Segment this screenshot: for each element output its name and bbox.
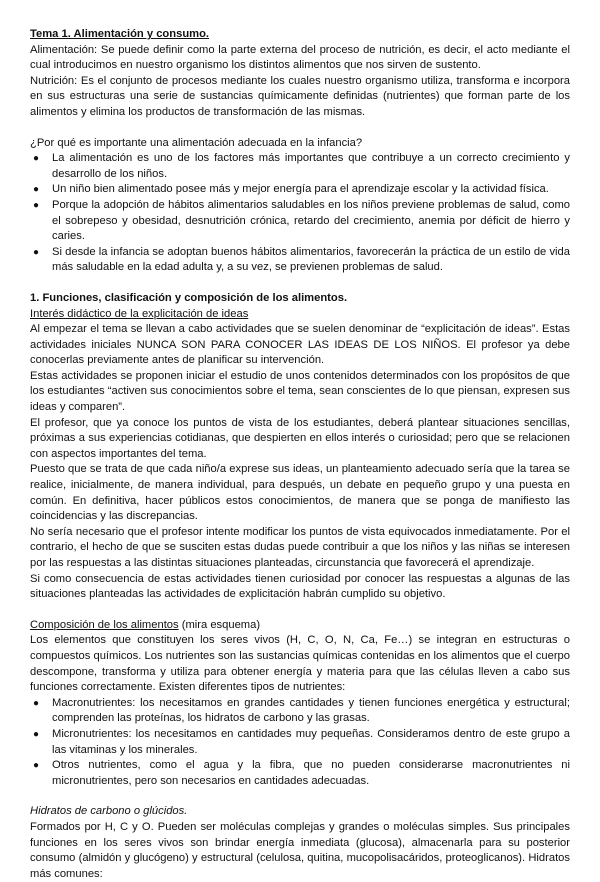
importance-list: [30, 151, 570, 276]
paragraph: Estas actividades se proponen iniciar el estudio de unos contenidos determinados con los propósitos de que los estudiantes “activen sus conocimientos sobre el tema, sean conscientes de lo que piensan, expresen sus ideas y comparen”.: [30, 369, 570, 414]
carbs-text: Formados por H, C y O. Pueden ser moléculas complejas y grandes o moléculas simples. Sus principales funciones en los seres vivos son brindar energía inmediata (glucosa), almacenarla para su posterior consumo (almidón y glucógeno) y estructural (celulosa, quitina, mucopolisacáridos, proteoglicanos). Hidratos más comunes:: [30, 820, 570, 880]
composition-subtitle: Composición de los alimentos: [30, 618, 179, 631]
list-item: ● Porque la adopción de hábitos alimentarios saludables en los niños previene problemas de salud, como el sobrepeso y obesidad, desnutrición crónica, retardo del crecimiento, anemia por déficit de hierro y caries.: [33, 198, 570, 243]
list-item: ● Un niño bien alimentado posee más y mejor energía para el aprendizaje escolar y la actividad física.: [52, 182, 570, 198]
list-item: ● Micronutrientes: los necesitamos en cantidades muy pequeñas. Consideramos dentro de este grupo a las vitaminas y los minerales.: [33, 727, 570, 756]
section-subtitle: Interés didáctico de la explicitación de ideas: [30, 307, 249, 320]
composition-heading: [30, 618, 570, 634]
list-item: ● Macronutrientes: los necesitamos en grandes cantidades y tienen funciones energética y estructural; comprenden las proteínas, los hidratos de carbono y las grasas.: [33, 696, 570, 725]
list-item: ● Si desde la infancia se adoptan buenos hábitos alimentarios, favorecerán la práctica de un estilo de vida más saludable en la edad adulta y, a su vez, se previenen problemas de salud.: [33, 245, 570, 274]
paragraph: Si como consecuencia de estas actividades tienen curiosidad por conocer las respuestas a algunas de las situaciones planteadas las actividades de explicitación habrán cumplido su objetivo.: [30, 572, 570, 601]
paragraph: Al empezar el tema se llevan a cabo actividades que se suelen denominar de “explicitación de ideas”. Estas actividades iniciales NUNCA SON PARA CONOCER LAS IDEAS DE LOS NIÑOS. El profesor ya debe conocerlas previamente antes de planificar su intervención.: [30, 323, 570, 367]
bullet-icon: ●: [33, 760, 40, 772]
paragraph: Puesto que se trata de que cada niño/a exprese sus ideas, un planteamiento adecuado sería que la tarea se realice, inicialmente, de manera individual, para después, un debate en pequeño grupo y una puesta en común. En definitiva, hacer públicos estos conocimientos, de manera que se ponga de manifiesto las coincidencias y las discrepancias.: [30, 463, 570, 523]
bullet-icon: ●: [33, 246, 40, 258]
bullet-icon: ●: [33, 728, 40, 740]
paragraph: No sería necesario que el profesor intente modificar los puntos de vista equivocados inmediatamente. Por el contrario, el hecho de que se susciten estas dudas puede contribuir a que los niños y las niñas se interesen por las respuestas a las distintas situaciones planteadas, circunstancia que favorecerá el aprendizaje.: [30, 525, 570, 569]
nutrient-types-list: [30, 696, 570, 790]
section-title: 1. Funciones, clasificación y composición de los alimentos.: [30, 291, 348, 304]
composition-intro: Los elementos que constituyen los seres vivos (H, C, O, N, Ca, Fe…) se integran en estructuras o compuestos químicos. Los nutrientes son las sustancias químicas contenidas en los alimentos que el cuerpo descompone, transforma y utiliza para obtener energía y materia para que las células lleven a cabo sus funciones correctamente. Existen diferentes tipos de nutrientes:: [30, 634, 570, 694]
paragraph: El profesor, que ya conoce los puntos de vista de los estudiantes, deberá plantear situaciones sencillas, próximas a sus experiencias cotidianas, que despierten en ellos interés o curiosidad; pero que se relacionen con aspectos importantes del tema.: [30, 416, 570, 460]
bullet-icon: ●: [33, 153, 40, 165]
definition-nutricion: Nutrición: Es el conjunto de procesos mediante los cuales nuestro organismo utiliza, transforma e incorpora en sus estructuras una serie de sustancias químicamente definidas (nutrientes) que forman parte de los alimentos y elimina los productos de transformación de las mismas.: [30, 74, 570, 118]
definition-alimentacion: Alimentación: Se puede definir como la parte externa del proceso de nutrición, es decir, el acto mediante el cual introducimos en nuestro organismo los distintos alimentos que nos sirven de sustento.: [30, 43, 570, 72]
carbs-heading: Hidratos de carbono o glúcidos.: [30, 805, 188, 818]
list-item: ● La alimentación es uno de los factores más importantes que contribuye a un correcto crecimiento y desarrollo de los niños.: [33, 152, 570, 180]
bullet-icon: ●: [33, 697, 40, 709]
composition-note: (mira esquema): [178, 618, 261, 631]
importance-question: ¿Por qué es importante una alimentación adecuada en la infancia?: [30, 136, 363, 149]
bullet-icon: ●: [33, 199, 40, 211]
bullet-icon: ●: [33, 184, 40, 196]
document-title: Tema 1. Alimentación y consumo.: [30, 28, 210, 40]
list-item: ● Otros nutrientes, como el agua y la fibra, que no pueden considerarse macronutrientes ni micronutrientes, pero son necesarios en cantidades adecuadas.: [33, 759, 570, 787]
